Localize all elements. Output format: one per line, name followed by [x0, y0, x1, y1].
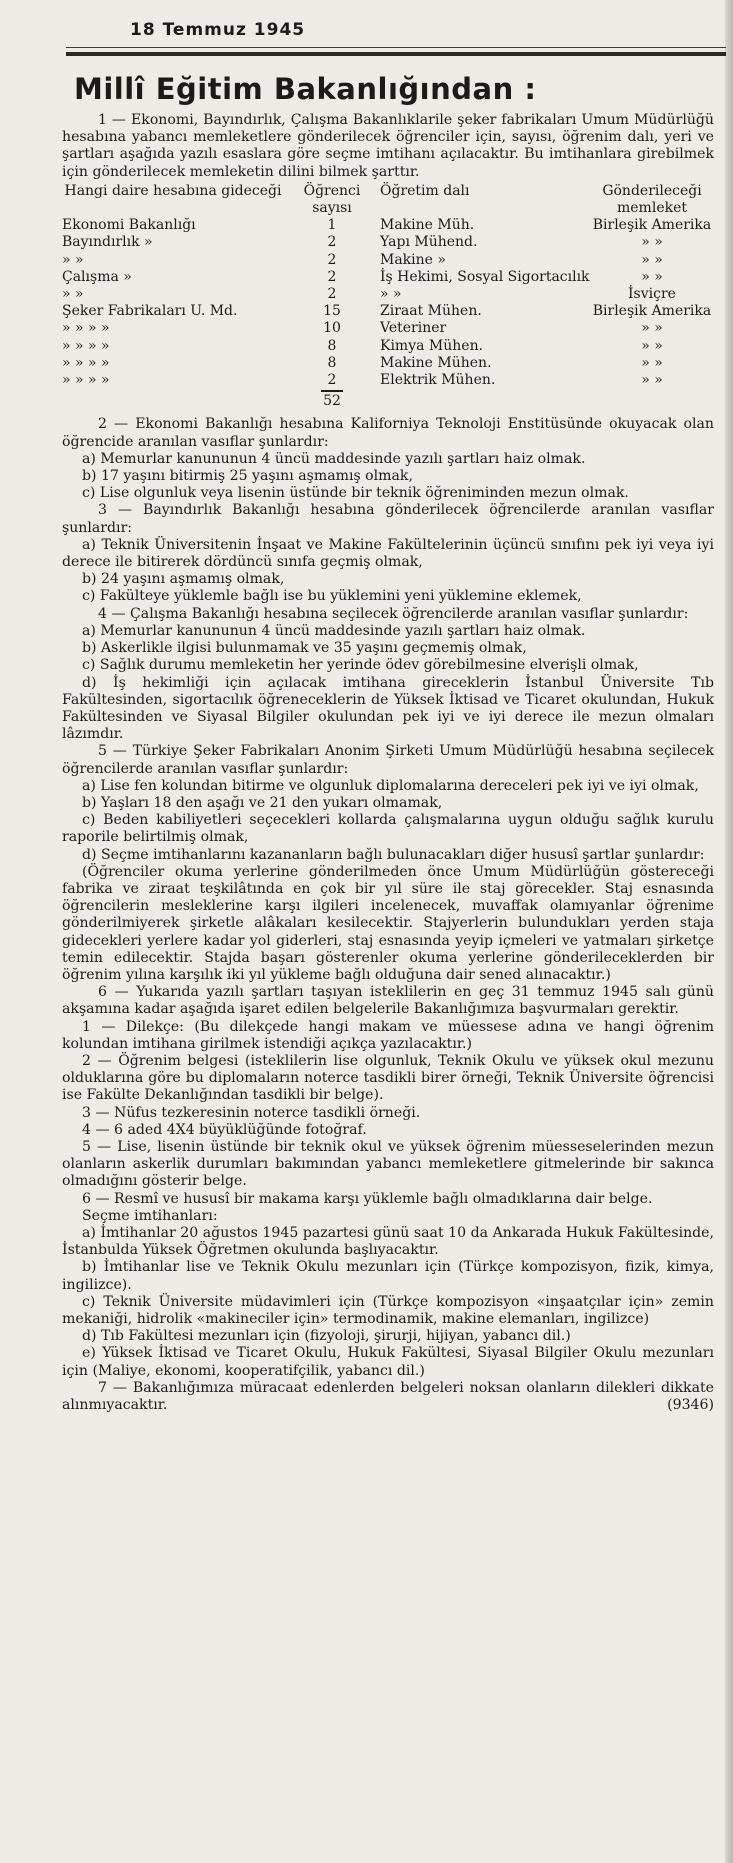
body-paragraph: 6 — Yukarıda yazılı şartları taşıyan isteklilerin en geç 31 temmuz 1945 salı günü akşamına kadar aşağıda işaret edilen belgelerile Bakanlığımıza başvurmaları gerektir. [62, 984, 714, 1018]
cell-country: » » [641, 372, 663, 389]
cell-count: 2 [327, 251, 337, 268]
cell-count: 8 [327, 354, 337, 371]
cell-count: 10 [323, 320, 341, 337]
table-row [62, 320, 714, 337]
table-row [62, 338, 714, 355]
body-paragraph: 2 — Ekonomi Bakanlığı hesabına Kaliforniya Teknoloji Enstitüsünde okuyacak olan öğrencide aranılan vasıflar şunlardır: [62, 416, 714, 450]
body-paragraph: a) Teknik Üniversitenin İnşaat ve Makine Fakültelerinin üçüncü sınıfını pek iyi veya iyi derece ile bitirerek dördüncü sınıfa geçmiş olmak, [62, 536, 714, 571]
cell-department: » » » » [62, 337, 110, 354]
body-paragraph: 6 — Resmî ve hususî bir makama karşı yüklemle bağlı olmadıklarına dair belge. [82, 1190, 653, 1207]
table-row [62, 252, 714, 269]
body-paragraph: d) Tıb Fakültesi mezunları için (fizyoloji, şirurji, hijiyan, yabancı dil.) [82, 1328, 571, 1345]
cell-department: » » [62, 251, 84, 268]
body-paragraph: (Öğrenciler okuma yerlerine gönderilmeden önce Umum Müdürlüğün göstereceği fabrika ve ziraat teşkilâtında en çok bir yıl süre ile staj görecekler. Staj esnasında öğrencilerin mesleklerine karşı ilgileri incelenecek, muvaffak olamıyanlar öğrenime gönderilmiyerek şirketle alâkaları kesilecektir. Stajyerlerin bulundukları yerden staja gidecekleri yerlere kadar yol giderleri, staj esnasında yeyip içmeleri ve yatmaları şirketçe temin edilecektir. Stajda başarı gösterenler okuma yerlerine gönderileceklerden bir öğrenim yılına karşılık iki yıl yükleme bağlı olduğuna dair sened alınacaktır.) [62, 863, 714, 983]
cell-country: İsviçre [628, 286, 676, 303]
reference-number: (9346) [667, 1397, 714, 1414]
body-paragraph: 3 — Bayındırlık Bakanlığı hesabına gönderilecek öğrencilerde aranılan vasıflar şunlardır: [62, 502, 714, 536]
header-rule-thick [66, 52, 726, 56]
cell-country: Birleşik Amerika [592, 217, 712, 234]
cell-branch: İş Hekimi, Sosyal Sigortacılık [380, 268, 590, 285]
cell-branch: Kimya Mühen. [380, 337, 484, 354]
body-paragraph: c) Lise olgunluk veya lisenin üstünde bir teknik öğreniminden mezun olmak. [82, 485, 629, 502]
body-paragraph: 5 — Lise, lisenin üstünde bir teknik okul ve yüksek öğrenim müesseselerinden mezun olanların askerlik durumları bakımından yabancı memleketlere gitmelerinde bir sakınca olmadığını gösterir belge. [62, 1138, 714, 1190]
body-paragraph: Seçme imtihanları: [82, 1207, 218, 1224]
cell-branch: Makine Müh. [380, 217, 475, 234]
cell-country: » » [641, 268, 663, 285]
cell-branch: Makine Mühen. [380, 354, 492, 371]
cell-country: » » [641, 337, 663, 354]
cell-branch: » » [380, 286, 402, 303]
body-paragraph: 1 — Dilekçe: (Bu dilekçede hangi makam ve müessese adına ve hangi öğrenim kolundan imtihana girilmek istendiği açıkça yazılacaktır.) [62, 1018, 714, 1052]
total-count: 52 [323, 393, 341, 410]
table-row [62, 303, 714, 320]
body-paragraph: b) Askerlikle ilgisi bulunmamak ve 35 yaşını geçmemiş olmak, [82, 640, 527, 657]
cell-department: Bayındırlık » [62, 234, 153, 251]
col-header-department: Hangi daire hesabına gideceği [64, 182, 282, 199]
body-paragraph [62, 1380, 714, 1414]
body-paragraph: 5 — Türkiye Şeker Fabrikaları Anonim Şirketi Umum Müdürlüğü hesabına seçilecek öğrencilerde aranılan vasıflar şunlardır: [62, 743, 714, 777]
table-row [62, 372, 714, 389]
table-total-row [62, 389, 714, 410]
cell-country: » » [641, 251, 663, 268]
body-paragraph: d) Seçme imtihanlarını kazananların bağlı bulunacakları diğer hususî şartlar şunlardır: [82, 846, 705, 863]
body-paragraph: a) İmtihanlar 20 ağustos 1945 pazartesi günü saat 10 da Ankarada Hukuk Fakültesinde, İstanbulda Yüksek Öğretmen okulunda başlıyacaktır. [62, 1225, 714, 1259]
body-paragraph: 4 — Çalışma Bakanlığı hesabına seçilecek öğrencilerde aranılan vasıflar şunlardır: [98, 605, 689, 622]
body-paragraph: 2 — Öğrenim belgesi (isteklilerin lise olgunluk, Teknik Okulu ve yüksek okul mezunu olduklarına göre bu diplomaların noterce tasdikli birer örneği, Teknik Üniversite öğrencisi ise Fakülte Dekanlığından tasdikli bir belge). [62, 1052, 714, 1104]
body-paragraph: a) Memurlar kanununun 4 üncü maddesinde yazılı şartları haiz olmak. [82, 622, 586, 639]
cell-branch: Makine » [380, 251, 446, 268]
header-rule [66, 47, 726, 48]
cell-count: 2 [327, 268, 337, 285]
cell-department: Çalışma » [62, 268, 132, 285]
body-paragraph: b) 24 yaşını aşmamış olmak, [82, 571, 285, 588]
cell-department: » » » » [62, 354, 110, 371]
body-paragraph: 3 — Nüfus tezkeresinin noterce tasdikli örneği. [82, 1104, 421, 1121]
table-row [62, 286, 714, 303]
cell-branch: Veteriner [380, 320, 447, 337]
cell-department: » » » » [62, 320, 110, 337]
table-row [62, 269, 714, 286]
table-row [62, 355, 714, 372]
body-paragraph: e) Yüksek İktisad ve Ticaret Okulu, Hukuk Fakültesi, Siyasal Bilgiler Okulu mezunları için (Maliye, ekonomi, kooperatifçilik, yabancı dil.) [62, 1345, 714, 1379]
cell-branch: Ziraat Mühen. [380, 303, 482, 320]
cell-branch: Yapı Mühend. [380, 234, 478, 251]
body-paragraph: a) Lise fen kolundan bitirme ve olgunluk diplomalarına dereceleri pek iyi ve iyi olmak, [82, 777, 699, 794]
body-paragraph: c) Fakülteye yüklemle bağlı ise bu yüklemini yeni yüklemine eklemek, [82, 588, 582, 605]
table-row [62, 217, 714, 234]
student-quota-table [62, 183, 714, 411]
page-header [0, 0, 733, 60]
closing-paragraph: 7 — Bakanlığımıza müracaat edenlerden belgeleri noksan olanların dilekleri dikkate alınmıyacaktır. [62, 1379, 714, 1414]
cell-department: Ekonomi Bakanlığı [62, 217, 196, 234]
cell-count: 2 [327, 234, 337, 251]
body-paragraph: c) Sağlık durumu memleketin her yerinde ödev görebilmesine elverişli olmak, [82, 657, 639, 674]
cell-department: Şeker Fabrikaları U. Md. [62, 303, 238, 320]
total-rule [321, 390, 343, 392]
col-header-country: Gönderileceği memleket [602, 182, 702, 217]
table-header-row [62, 183, 714, 217]
cell-department: » » » » [62, 372, 110, 389]
cell-count: 15 [323, 303, 341, 320]
cell-count: 1 [327, 217, 337, 234]
col-header-branch: Öğretim dalı [380, 182, 470, 199]
intro-paragraph: 1 — Ekonomi, Bayındırlık, Çalışma Bakanlıklarile şeker fabrikaları Umum Müdürlüğü hesabına yabancı memleketlere gönderilecek öğrenciler için, sayısı, öğrenim dalı, yeri ve şartları aşağıda yazılı esaslara göre seçme imtihanı açılacaktır. Bu imtihanlara girebilmek için gönderilecek memleketin dilini bilmek şarttır. [62, 112, 714, 180]
cell-department: » » [62, 286, 84, 303]
page-edge [725, 0, 733, 1863]
body-paragraph: b) Yaşları 18 den aşağı ve 21 den yukarı olmamak, [82, 794, 443, 811]
body-paragraph: b) İmtihanlar lise ve Teknik Okulu mezunları için (Türkçe kompozisyon, fizik, kimya, ingilizce). [62, 1259, 714, 1293]
issue-date: 18 Temmuz 1945 [130, 20, 306, 40]
body-paragraph: d) İş hekimliği için açılacak imtihana gireceklerin İstanbul Üniversite Tıb Fakültesinden, sigortacılık öğreneceklerin de Yüksek İktisad ve Ticaret okulundan, Hukuk Fakültesinden ve Siyasal Bilgiler okulundan pek iyi ve iyi derece ile mezun olmaları lâzımdır. [62, 674, 714, 743]
cell-count: 8 [327, 337, 337, 354]
announcement-article [62, 64, 714, 1414]
body-paragraph: c) Teknik Üniversite müdavimleri için (Türkçe kompozisyon «inşaatçılar için» zemin mekaniği, hidrolik «makineciler için» termodinamik, makine elemanları, ingilizce) [62, 1293, 714, 1328]
cell-count: 2 [327, 286, 337, 303]
cell-branch: Elektrik Mühen. [380, 372, 496, 389]
article-title: Millî Eğitim Bakanlığından : [74, 72, 537, 106]
cell-count: 2 [327, 372, 337, 389]
article-body [62, 416, 714, 1414]
body-paragraph: b) 17 yaşını bitirmiş 25 yaşını aşmamış olmak, [82, 468, 413, 485]
col-header-count: Öğrenci sayısı [303, 182, 361, 217]
table-row [62, 234, 714, 251]
body-paragraph: 4 — 6 aded 4X4 büyüklüğünde fotoğraf. [82, 1121, 367, 1138]
cell-country: » » [641, 234, 663, 251]
cell-country: » » [641, 354, 663, 371]
cell-country: Birleşik Amerika [592, 303, 712, 320]
body-paragraph: c) Beden kabiliyetleri seçecekleri kollarda çalışmalarına uygun olduğu sağlık kurulu raporile belirtilmiş olmak, [62, 812, 714, 846]
body-paragraph: a) Memurlar kanununun 4 üncü maddesinde yazılı şartları haiz olmak. [82, 450, 586, 467]
cell-country: » » [641, 320, 663, 337]
